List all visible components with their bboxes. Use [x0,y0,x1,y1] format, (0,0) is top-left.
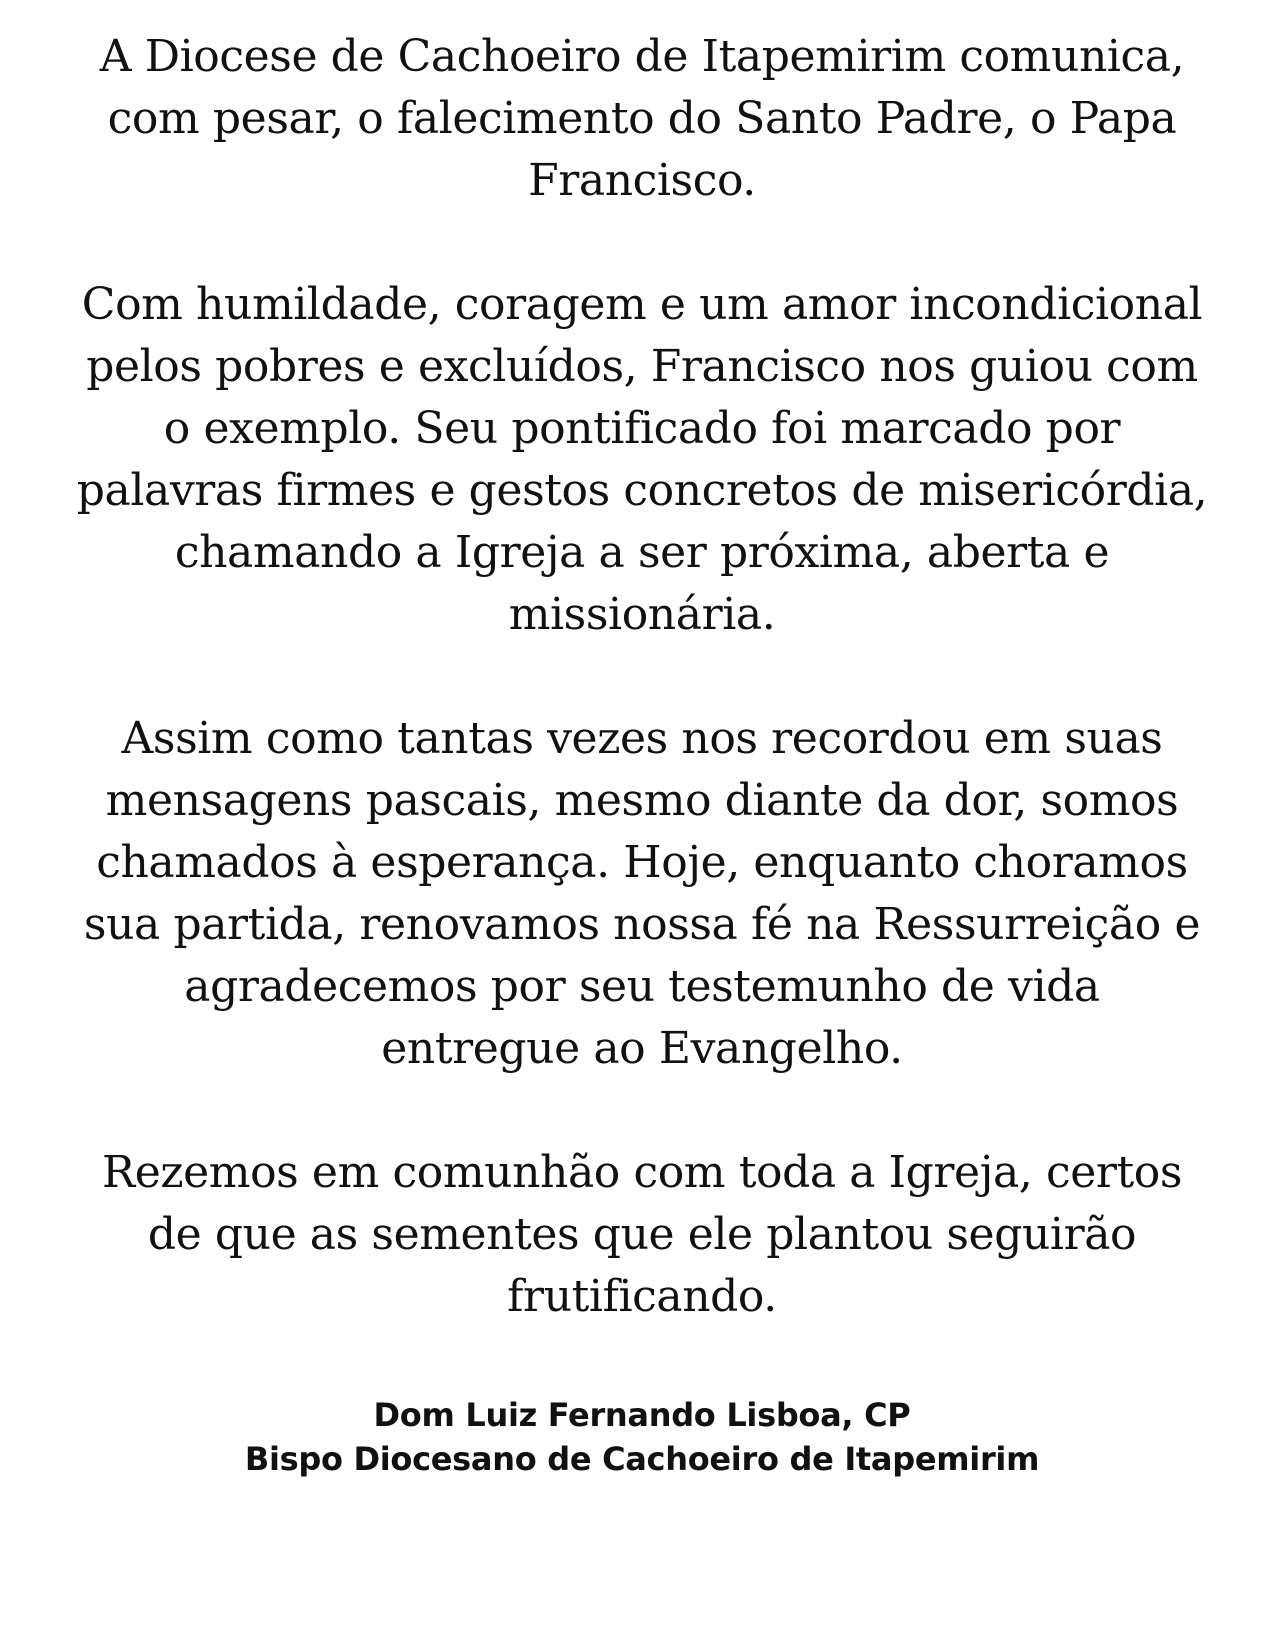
text-line: Assim como tantas vezes nos recordou em suas [121,713,1163,764]
text-line: Com humildade, coragem e um amor incondicional [81,279,1203,330]
text-line: mensagens pascais, mesmo diante da dor, somos [105,775,1179,826]
signature-name: Dom Luiz Fernando Lisboa, CP [373,1396,911,1434]
paragraph-hope [52,708,1232,1080]
text-line: missionária. [508,589,776,640]
text-line: Francisco. [528,155,756,206]
signature-title: Bispo Diocesano de Cachoeiro de Itapemirim [244,1440,1040,1478]
text-line: chamando a Igreja a ser próxima, aberta e [174,527,1110,578]
text-line: frutificando. [507,1271,777,1322]
text-line: entregue ao Evangelho. [381,1023,903,1074]
paragraph-tribute [52,274,1232,646]
text-line: com pesar, o falecimento do Santo Padre, o Papa [107,93,1177,144]
signature-block [0,1393,1284,1481]
text-line: pelos pobres e excluídos, Francisco nos guiou com [86,341,1198,392]
text-line: A Diocese de Cachoeiro de Itapemirim comunica, [99,31,1185,82]
text-line: de que as sementes que ele plantou seguirão [147,1209,1137,1260]
paragraph-announcement [52,26,1232,212]
text-line: agradecemos por seu testemunho de vida [184,961,1100,1012]
text-line: palavras firmes e gestos concretos de misericórdia, [76,465,1208,516]
text-line: Rezemos em comunhão com toda a Igreja, certos [101,1147,1183,1198]
text-line: chamados à esperança. Hoje, enquanto choramos [96,837,1188,888]
text-line: o exemplo. Seu pontificado foi marcado por [163,403,1121,454]
paragraph-prayer [52,1142,1232,1328]
text-line: sua partida, renovamos nossa fé na Ressurreição e [83,899,1201,950]
